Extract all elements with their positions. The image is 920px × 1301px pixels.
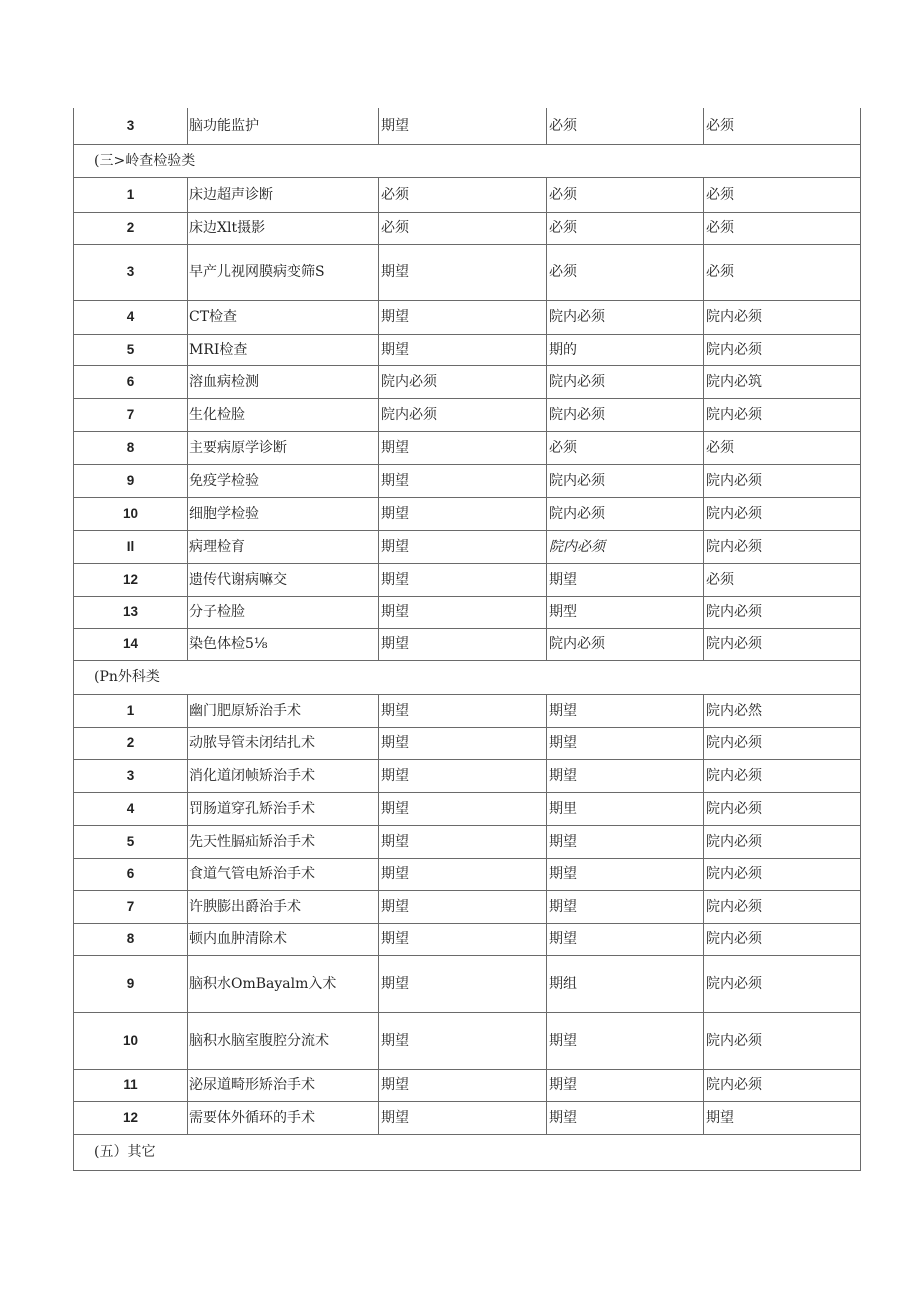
section-header-row: [74, 1134, 861, 1170]
table-row: [74, 177, 861, 212]
level-3-cell: 期望: [704, 1101, 861, 1134]
item-name: 脑积水脑室腹腔分流术: [188, 1012, 379, 1069]
level-2-cell: 期组: [547, 955, 704, 1012]
level-3-cell: 院内必须: [704, 628, 861, 660]
level-2-cell: 期望: [547, 1012, 704, 1069]
level-3-cell: 院内必须: [704, 825, 861, 858]
item-name: 生化检脸: [188, 398, 379, 431]
requirements-table: [73, 108, 861, 1171]
level-3-cell: 院内必须: [704, 530, 861, 563]
table-row: [74, 792, 861, 825]
level-2-cell: 期型: [547, 596, 704, 628]
level-3-cell: 院内必须: [704, 858, 861, 890]
level-2-cell: 期的: [547, 334, 704, 365]
row-number: 7: [74, 890, 188, 923]
item-name: 动脓导管未闭结扎术: [188, 727, 379, 759]
item-name: 罚肠道穿孔矫治手术: [188, 792, 379, 825]
level-1-cell: 期望: [379, 759, 547, 792]
level-2-cell: 期望: [547, 694, 704, 727]
level-3-cell: 院内必须: [704, 464, 861, 497]
row-number: 14: [74, 628, 188, 660]
table-row: [74, 497, 861, 530]
table-row: [74, 300, 861, 334]
level-2-cell: 必须: [547, 431, 704, 464]
table-row: [74, 431, 861, 464]
level-1-cell: 期望: [379, 497, 547, 530]
table-row: [74, 108, 861, 144]
row-number: 3: [74, 759, 188, 792]
level-3-cell: 院内必须: [704, 792, 861, 825]
row-number: 11: [74, 1069, 188, 1101]
level-3-cell: 院内必然: [704, 694, 861, 727]
level-2-cell: 期望: [547, 890, 704, 923]
row-number: 5: [74, 334, 188, 365]
table-row: [74, 1012, 861, 1069]
row-number: 4: [74, 792, 188, 825]
item-name: MRI检查: [188, 334, 379, 365]
item-name: 病理检育: [188, 530, 379, 563]
item-name: 消化道闭帧矫治手术: [188, 759, 379, 792]
item-name: 溶血病检测: [188, 365, 379, 398]
item-name: 分子检脸: [188, 596, 379, 628]
row-number: 1: [74, 694, 188, 727]
table-row: [74, 628, 861, 660]
row-number: 12: [74, 563, 188, 596]
table-body: [74, 108, 861, 1170]
level-1-cell: 期望: [379, 464, 547, 497]
item-name: 脑积水OmBayalm入术: [188, 955, 379, 1012]
item-name: 主要病原学诊断: [188, 431, 379, 464]
level-1-cell: 期望: [379, 334, 547, 365]
item-name: 细胞学检验: [188, 497, 379, 530]
level-3-cell: 院内必须: [704, 727, 861, 759]
row-number: 9: [74, 955, 188, 1012]
table-row: [74, 858, 861, 890]
row-number: 6: [74, 365, 188, 398]
item-name: CT检查: [188, 300, 379, 334]
level-2-cell: 期望: [547, 825, 704, 858]
row-number: 5: [74, 825, 188, 858]
level-2-cell: 院内必须: [547, 398, 704, 431]
level-2-cell: 期望: [547, 1069, 704, 1101]
level-3-cell: 院内必筑: [704, 365, 861, 398]
section-title: (五）其它: [74, 1134, 861, 1170]
level-2-cell: 必须: [547, 177, 704, 212]
level-3-cell: 必须: [704, 244, 861, 300]
level-2-cell: 院内必须: [547, 464, 704, 497]
table-row: [74, 923, 861, 955]
item-name: 许腴膨出爵治手术: [188, 890, 379, 923]
table-row: [74, 365, 861, 398]
level-2-cell: 院内必须: [547, 365, 704, 398]
section-title: (Pn外科类: [74, 660, 861, 694]
row-number: 13: [74, 596, 188, 628]
level-3-cell: 必须: [704, 108, 861, 144]
table-row: [74, 563, 861, 596]
item-name: 免疫学检验: [188, 464, 379, 497]
item-name: 先天性膈疝矫治手术: [188, 825, 379, 858]
level-2-cell: 期望: [547, 923, 704, 955]
table-row: [74, 530, 861, 563]
table-row: [74, 759, 861, 792]
level-1-cell: 期望: [379, 694, 547, 727]
level-1-cell: 期望: [379, 628, 547, 660]
level-2-cell: 期望: [547, 1101, 704, 1134]
row-number: 10: [74, 497, 188, 530]
item-name: 早产儿视网膜病变筛S: [188, 244, 379, 300]
level-3-cell: 院内必须: [704, 398, 861, 431]
level-3-cell: 必须: [704, 431, 861, 464]
row-number: 2: [74, 212, 188, 244]
level-1-cell: 期望: [379, 890, 547, 923]
level-1-cell: 期望: [379, 858, 547, 890]
row-number: 2: [74, 727, 188, 759]
level-3-cell: 必须: [704, 212, 861, 244]
table-row: [74, 694, 861, 727]
level-2-cell: 期望: [547, 563, 704, 596]
level-3-cell: 院内必须: [704, 334, 861, 365]
level-2-cell: 期里: [547, 792, 704, 825]
level-1-cell: 期望: [379, 923, 547, 955]
level-1-cell: 期望: [379, 727, 547, 759]
level-3-cell: 院内必须: [704, 596, 861, 628]
table-row: [74, 1069, 861, 1101]
level-2-cell: 必须: [547, 244, 704, 300]
level-1-cell: 期望: [379, 244, 547, 300]
level-2-cell: 期望: [547, 759, 704, 792]
section-header-row: [74, 144, 861, 177]
level-3-cell: 院内必须: [704, 300, 861, 334]
table-row: [74, 334, 861, 365]
item-name: 脑功能监护: [188, 108, 379, 144]
item-name: 遗传代谢病嘛交: [188, 563, 379, 596]
item-name: 床边超声诊断: [188, 177, 379, 212]
level-2-cell: 期望: [547, 727, 704, 759]
level-1-cell: 期望: [379, 955, 547, 1012]
level-3-cell: 院内必须: [704, 497, 861, 530]
level-3-cell: 必须: [704, 563, 861, 596]
level-2-cell: 院内必须: [547, 300, 704, 334]
level-2-cell: 院内必须: [547, 628, 704, 660]
level-1-cell: 期望: [379, 1069, 547, 1101]
level-1-cell: 必须: [379, 177, 547, 212]
row-number: 1: [74, 177, 188, 212]
table-row: [74, 398, 861, 431]
row-number: 10: [74, 1012, 188, 1069]
table-row: [74, 212, 861, 244]
level-3-cell: 必须: [704, 177, 861, 212]
row-number: 3: [74, 108, 188, 144]
row-number: 3: [74, 244, 188, 300]
table-row: [74, 464, 861, 497]
row-number: Il: [74, 530, 188, 563]
level-3-cell: 院内必须: [704, 890, 861, 923]
table-row: [74, 825, 861, 858]
row-number: 6: [74, 858, 188, 890]
table-row: [74, 596, 861, 628]
level-1-cell: 院内必须: [379, 365, 547, 398]
level-1-cell: 期望: [379, 825, 547, 858]
item-name: 床边Xlt摄影: [188, 212, 379, 244]
row-number: 4: [74, 300, 188, 334]
level-3-cell: 院内必须: [704, 923, 861, 955]
table-row: [74, 890, 861, 923]
level-1-cell: 期望: [379, 431, 547, 464]
section-header-row: [74, 660, 861, 694]
level-1-cell: 期望: [379, 792, 547, 825]
item-name: 食道气管电矫治手术: [188, 858, 379, 890]
row-number: 12: [74, 1101, 188, 1134]
level-2-cell: 期望: [547, 858, 704, 890]
row-number: 8: [74, 431, 188, 464]
table-row: [74, 1101, 861, 1134]
row-number: 8: [74, 923, 188, 955]
level-3-cell: 院内必须: [704, 1069, 861, 1101]
table-row: [74, 244, 861, 300]
level-2-cell: 必须: [547, 108, 704, 144]
level-1-cell: 期望: [379, 530, 547, 563]
section-title: (三>岭查检验类: [74, 144, 861, 177]
table-row: [74, 727, 861, 759]
row-number: 7: [74, 398, 188, 431]
level-1-cell: 期望: [379, 1012, 547, 1069]
level-1-cell: 期望: [379, 108, 547, 144]
level-3-cell: 院内必须: [704, 759, 861, 792]
level-2-cell: 必须: [547, 212, 704, 244]
item-name: 幽门肥原矫治手术: [188, 694, 379, 727]
item-name: 需要体外循环的手术: [188, 1101, 379, 1134]
level-1-cell: 期望: [379, 563, 547, 596]
level-1-cell: 期望: [379, 596, 547, 628]
item-name: 顿内血肿清除术: [188, 923, 379, 955]
level-1-cell: 必须: [379, 212, 547, 244]
level-1-cell: 期望: [379, 1101, 547, 1134]
level-2-cell: 院内必须: [547, 497, 704, 530]
level-1-cell: 院内必须: [379, 398, 547, 431]
item-name: 染色体检5⅛: [188, 628, 379, 660]
level-3-cell: 院内必须: [704, 955, 861, 1012]
row-number: 9: [74, 464, 188, 497]
level-1-cell: 期望: [379, 300, 547, 334]
level-3-cell: 院内必须: [704, 1012, 861, 1069]
table-row: [74, 955, 861, 1012]
item-name: 泌尿道畸形矫治手术: [188, 1069, 379, 1101]
level-2-cell: 院内必须: [547, 530, 704, 563]
